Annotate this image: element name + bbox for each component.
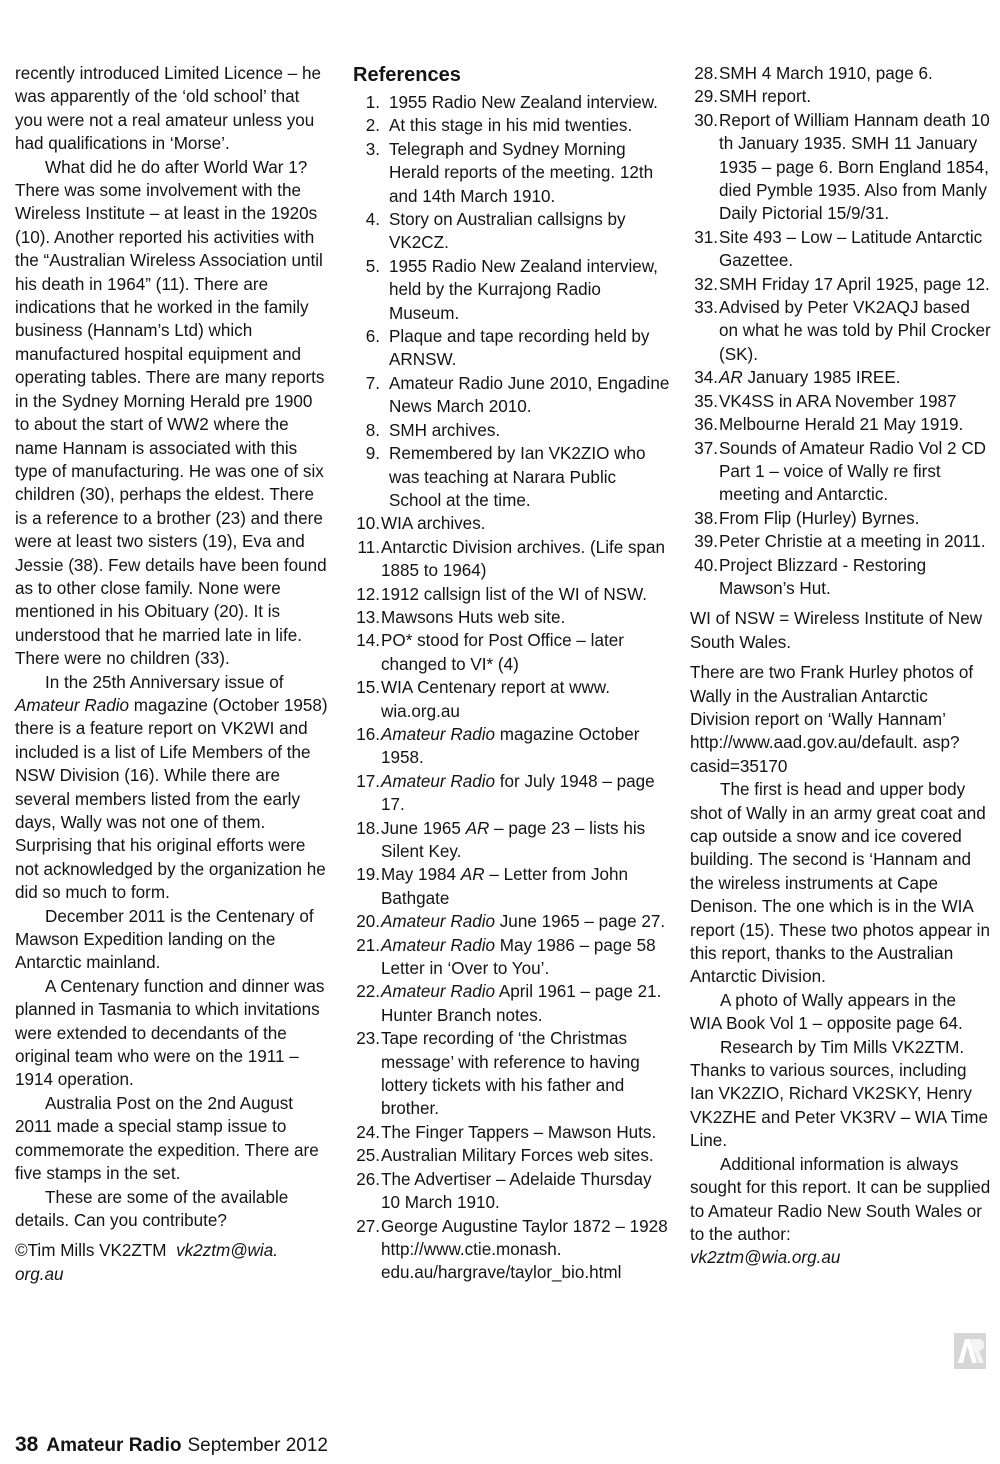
reference-number: 21. [356, 935, 380, 955]
reference-number: 10. [356, 514, 380, 534]
reference-text: 1955 Radio New Zealand interview. [389, 93, 658, 112]
page-number: 38 [15, 1433, 39, 1456]
reference-item [352, 629, 672, 676]
italic-title: AR [465, 818, 490, 838]
paragraph: recently introduced Limited Licence – he was apparently of the ‘old school’ that you were not a real amateur unless you had qualifications in ‘Morse’. [15, 64, 321, 154]
reference-item [352, 325, 672, 372]
reference-number: 16. [356, 724, 380, 744]
reference-number: 29. [694, 87, 718, 107]
reference-text: The Advertiser – Adelaide Thursday 10 March 1910. [381, 1169, 652, 1213]
reference-text: 1912 callsign list of the WI of NSW. [381, 584, 648, 604]
reference-number: 13. [356, 607, 380, 627]
reference-item [690, 296, 992, 366]
magazine-title: Amateur Radio [15, 695, 130, 715]
reference-number: 37. [694, 438, 718, 458]
reference-text: Story on Australian callsigns by VK2CZ. [389, 210, 626, 253]
byline-author: ©Tim Mills VK2ZTM [15, 1241, 167, 1261]
reference-text: At this stage in his mid twenties. [389, 116, 633, 136]
reference-text: Advised by Peter VK2AQJ based on what he was told by Phil Crocker (SK). [719, 298, 991, 364]
reference-number: 23. [356, 1029, 380, 1049]
reference-text: Telegraph and Sydney Morning Herald reports of the meeting. 12th and 14th March 1910. [389, 139, 654, 206]
reference-number: 9. [365, 444, 380, 464]
reference-item [690, 437, 992, 507]
article-column-3 [690, 62, 992, 1270]
references-heading: References [353, 64, 461, 86]
text-run: magazine (October 1958) there is a feature report on VK2WI and included is a list of Life Members of the NSW Division (16). While there are several members listed from the early days, Wally was not one of them. Surprising that his original efforts were not acknowledged by the organization he did so much to form. [15, 695, 328, 903]
reference-text: Melbourne Herald 21 May 1919. [719, 415, 964, 435]
reference-item [352, 770, 672, 817]
reference-item [690, 390, 992, 413]
reference-text: Amateur Radio for July 1948 – page 17. [381, 771, 655, 815]
reference-item [352, 606, 672, 629]
magazine-name: Amateur Radio [46, 1435, 182, 1456]
reference-item [352, 863, 672, 910]
italic-title: Amateur Radio [381, 935, 496, 955]
reference-number: 31. [694, 227, 718, 247]
reference-text: SMH 4 March 1910, page 6. [719, 64, 933, 83]
reference-number: 27. [356, 1216, 380, 1236]
reference-item [352, 817, 672, 864]
reference-text: Amateur Radio April 1961 – page 21. Hunter Branch notes. [381, 982, 662, 1025]
reference-text: WIA Centenary report at www. wia.org.au [381, 678, 610, 721]
reference-item [690, 273, 992, 296]
italic-title: Amateur Radio [381, 912, 496, 932]
reference-item [352, 255, 672, 325]
reference-item [352, 536, 672, 583]
paragraph: There are two Frank Hurley photos of Wally in the Australian Antarctic Division report on ‘Wally Hannam’ http://www.aad.gov.au/default. asp?casid=35170 [690, 663, 974, 776]
issue-date: September 2012 [187, 1435, 328, 1456]
reference-item [690, 530, 992, 553]
reference-text: VK4SS in ARA November 1987 [719, 391, 957, 411]
reference-text: Plaque and tape recording held by ARNSW. [389, 327, 650, 370]
reference-item [690, 85, 992, 108]
references-column [352, 62, 672, 1285]
reference-number: 26. [356, 1169, 380, 1189]
paragraph: Australia Post on the 2nd August 2011 made a special stamp issue to commemorate the expedition. There are five stamps in the set. [15, 1093, 319, 1184]
reference-text: Australian Military Forces web sites. [381, 1146, 654, 1166]
text-run: In the 25th Anniversary issue of [45, 672, 284, 692]
paragraph: The first is head and upper body shot of Wally in an army great coat and cap outside a snow and ice covered building. The second is ‘Hannam and the wireless instruments at Cape Denison. The one which is in the WIA report (15). These two photos appear in this report, thanks to the Australian Antarctic Division. [690, 780, 990, 987]
reference-item [352, 91, 672, 114]
reference-text: Tape recording of ‘the Christmas message’ with reference to having lottery tickets with his father and brother. [381, 1029, 640, 1119]
reference-text: June 1965 AR – page 23 – lists his Silent Key. [381, 818, 646, 861]
reference-number: 12. [356, 584, 380, 604]
references-list [352, 91, 672, 1285]
reference-item [352, 512, 672, 535]
reference-item [352, 1168, 672, 1215]
wi-note: WI of NSW = Wireless Institute of New South Wales. [690, 609, 983, 652]
reference-item [352, 1121, 672, 1144]
reference-number: 28. [694, 64, 718, 83]
reference-number: 15. [356, 678, 380, 698]
reference-text: Amateur Radio June 1965 – page 27. [381, 912, 666, 932]
page-footer [15, 1433, 328, 1458]
reference-item [352, 980, 672, 1027]
reference-number: 18. [356, 818, 380, 838]
reference-text: WIA archives. [381, 514, 486, 534]
reference-text: Report of William Hannam death 10 th January 1935. SMH 11 January 1935 – page 6. Born England 1854, died Pymble 1935. Also from Manly Daily Pictorial 15/9/31. [719, 110, 990, 224]
reference-number: 6. [365, 327, 380, 347]
reference-text: PO* stood for Post Office – later changed to VI* (4) [381, 631, 624, 674]
paragraph: A Centenary function and dinner was planned in Tasmania to which invitations were extended to decendants of the original team who were on the 1911 – 1914 operation. [15, 976, 325, 1090]
reference-item [690, 507, 992, 530]
reference-number: 33. [694, 298, 718, 318]
reference-number: 20. [356, 912, 380, 932]
reference-item [352, 442, 672, 512]
reference-item [352, 114, 672, 137]
paragraph: December 2011 is the Centenary of Mawson Expedition landing on the Antarctic mainland. [15, 906, 314, 973]
reference-text: Antarctic Division archives. (Life span 1885 to 1964) [381, 537, 666, 581]
italic-title: AR [719, 368, 743, 388]
paragraph: Additional information is always sought for this report. It can be supplied to Amateur Radio New South Wales or to the author: [690, 1154, 991, 1244]
reference-text: 1955 Radio New Zealand interview, held by the Kurrajong Radio Museum. [389, 256, 658, 323]
paragraph [15, 671, 330, 905]
reference-text: Site 493 – Low – Latitude Antarctic Gazettee. [719, 227, 983, 271]
reference-number: 7. [365, 373, 380, 393]
reference-number: 35. [694, 391, 718, 411]
reference-item [690, 62, 992, 85]
reference-item [690, 226, 992, 273]
byline-email: vk2ztm@wia. org.au [15, 1241, 278, 1284]
reference-text: Peter Christie at a meeting in 2011. [719, 532, 986, 552]
reference-item [352, 934, 672, 981]
paragraph: A photo of Wally appears in the WIA Book Vol 1 – opposite page 64. [690, 990, 963, 1034]
reference-text: Amateur Radio June 2010, Engadine News March 2010. [389, 373, 670, 417]
reference-item [352, 723, 672, 770]
reference-item [690, 366, 992, 389]
paragraph: These are some of the available details. Can you contribute? [15, 1187, 289, 1230]
reference-number: 14. [356, 631, 380, 651]
reference-text: Amateur Radio May 1986 – page 58 Letter in ‘Over to You’. [381, 935, 656, 979]
reference-number: 11. [357, 537, 380, 557]
reference-text: AR January 1985 IREE. [719, 368, 901, 388]
reference-text: May 1984 AR – Letter from John Bathgate [381, 865, 629, 908]
italic-title: Amateur Radio [381, 724, 496, 744]
reference-item [352, 1027, 672, 1121]
reference-number: 32. [694, 274, 718, 294]
reference-item [352, 372, 672, 419]
reference-item [690, 109, 992, 226]
reference-number: 34. [694, 368, 718, 388]
reference-item [690, 554, 992, 601]
reference-number: 36. [694, 415, 718, 435]
reference-text: George Augustine Taylor 1872 – 1928 http://www.ctie.monash. edu.au/hargrave/taylor_bio.html [381, 1216, 668, 1283]
paragraph: Research by Tim Mills VK2ZTM. Thanks to various sources, including Ian VK2ZIO, Richard VK2SKY, Henry VK2ZHE and Peter VK3RV – WIA Time Line. [690, 1037, 989, 1151]
reference-number: 30. [694, 110, 718, 130]
reference-text: The Finger Tappers – Mawson Huts. [381, 1122, 657, 1142]
reference-text: Project Blizzard - Restoring Mawson’s Hut. [719, 555, 927, 598]
reference-item [352, 1144, 672, 1167]
reference-number: 2. [365, 116, 380, 136]
reference-text: Remembered by Ian VK2ZIO who was teaching at Narara Public School at the time. [389, 444, 646, 510]
reference-number: 19. [356, 865, 380, 885]
reference-item [352, 1215, 672, 1285]
reference-item [352, 910, 672, 933]
reference-item [352, 583, 672, 606]
reference-text: Mawsons Huts web site. [381, 607, 566, 627]
author-email [690, 1246, 992, 1269]
article-column-1 [15, 62, 330, 1286]
reference-item [352, 419, 672, 442]
reference-number: 4. [365, 210, 380, 230]
reference-number: 25. [356, 1146, 380, 1166]
italic-title: Amateur Radio [381, 982, 496, 1002]
reference-number: 22. [356, 982, 380, 1002]
reference-number: 38. [694, 508, 718, 528]
byline [15, 1239, 330, 1286]
reference-item [352, 676, 672, 723]
reference-number: 39. [694, 532, 718, 552]
reference-text: SMH archives. [389, 420, 501, 440]
references-list-continued [690, 62, 992, 600]
reference-number: 40. [694, 555, 718, 575]
reference-number: 8. [365, 420, 380, 440]
reference-text: SMH report. [719, 87, 812, 107]
italic-title: Amateur Radio [381, 771, 496, 791]
reference-number: 24. [356, 1122, 380, 1142]
reference-item [352, 208, 672, 255]
reference-text: Amateur Radio magazine October 1958. [381, 724, 640, 768]
reference-text: SMH Friday 17 April 1925, page 12. [719, 274, 990, 294]
reference-item [352, 138, 672, 208]
reference-item [690, 413, 992, 436]
ar-logo-icon [954, 1333, 986, 1369]
email-text: vk2ztm@wia.org.au [690, 1248, 841, 1268]
reference-number: 3. [365, 139, 380, 159]
reference-text: From Flip (Hurley) Byrnes. [719, 508, 920, 528]
reference-number: 1. [365, 93, 380, 112]
reference-text: Sounds of Amateur Radio Vol 2 CD Part 1 – voice of Wally re first meeting and Antarctic. [719, 438, 987, 505]
paragraph: What did he do after World War 1? There was some involvement with the Wireless Institute – at least in the 1920s (10). Another reported his activities with the “Australian Wireless Association until his death in 1964” (11). There are indications that he worked in the family business (Hannam’s Ltd) which manufactured hospital equipment and operating tables. There are many reports in the Sydney Morning Herald pre 1900 to about the start of WW2 where the name Hannam is associated with this type of manufacturing. He was one of six children (30), perhaps the eldest. There is a reference to a brother (23) and there were at least two sisters (19), Eva and Jessie (38). Few details have been found as to other close family. None were mentioned in his Obituary (20). It is understood that he married late in life. There were no children (33). [15, 157, 327, 669]
italic-title: AR [460, 865, 485, 885]
reference-number: 17. [356, 771, 380, 791]
reference-number: 5. [365, 256, 380, 276]
